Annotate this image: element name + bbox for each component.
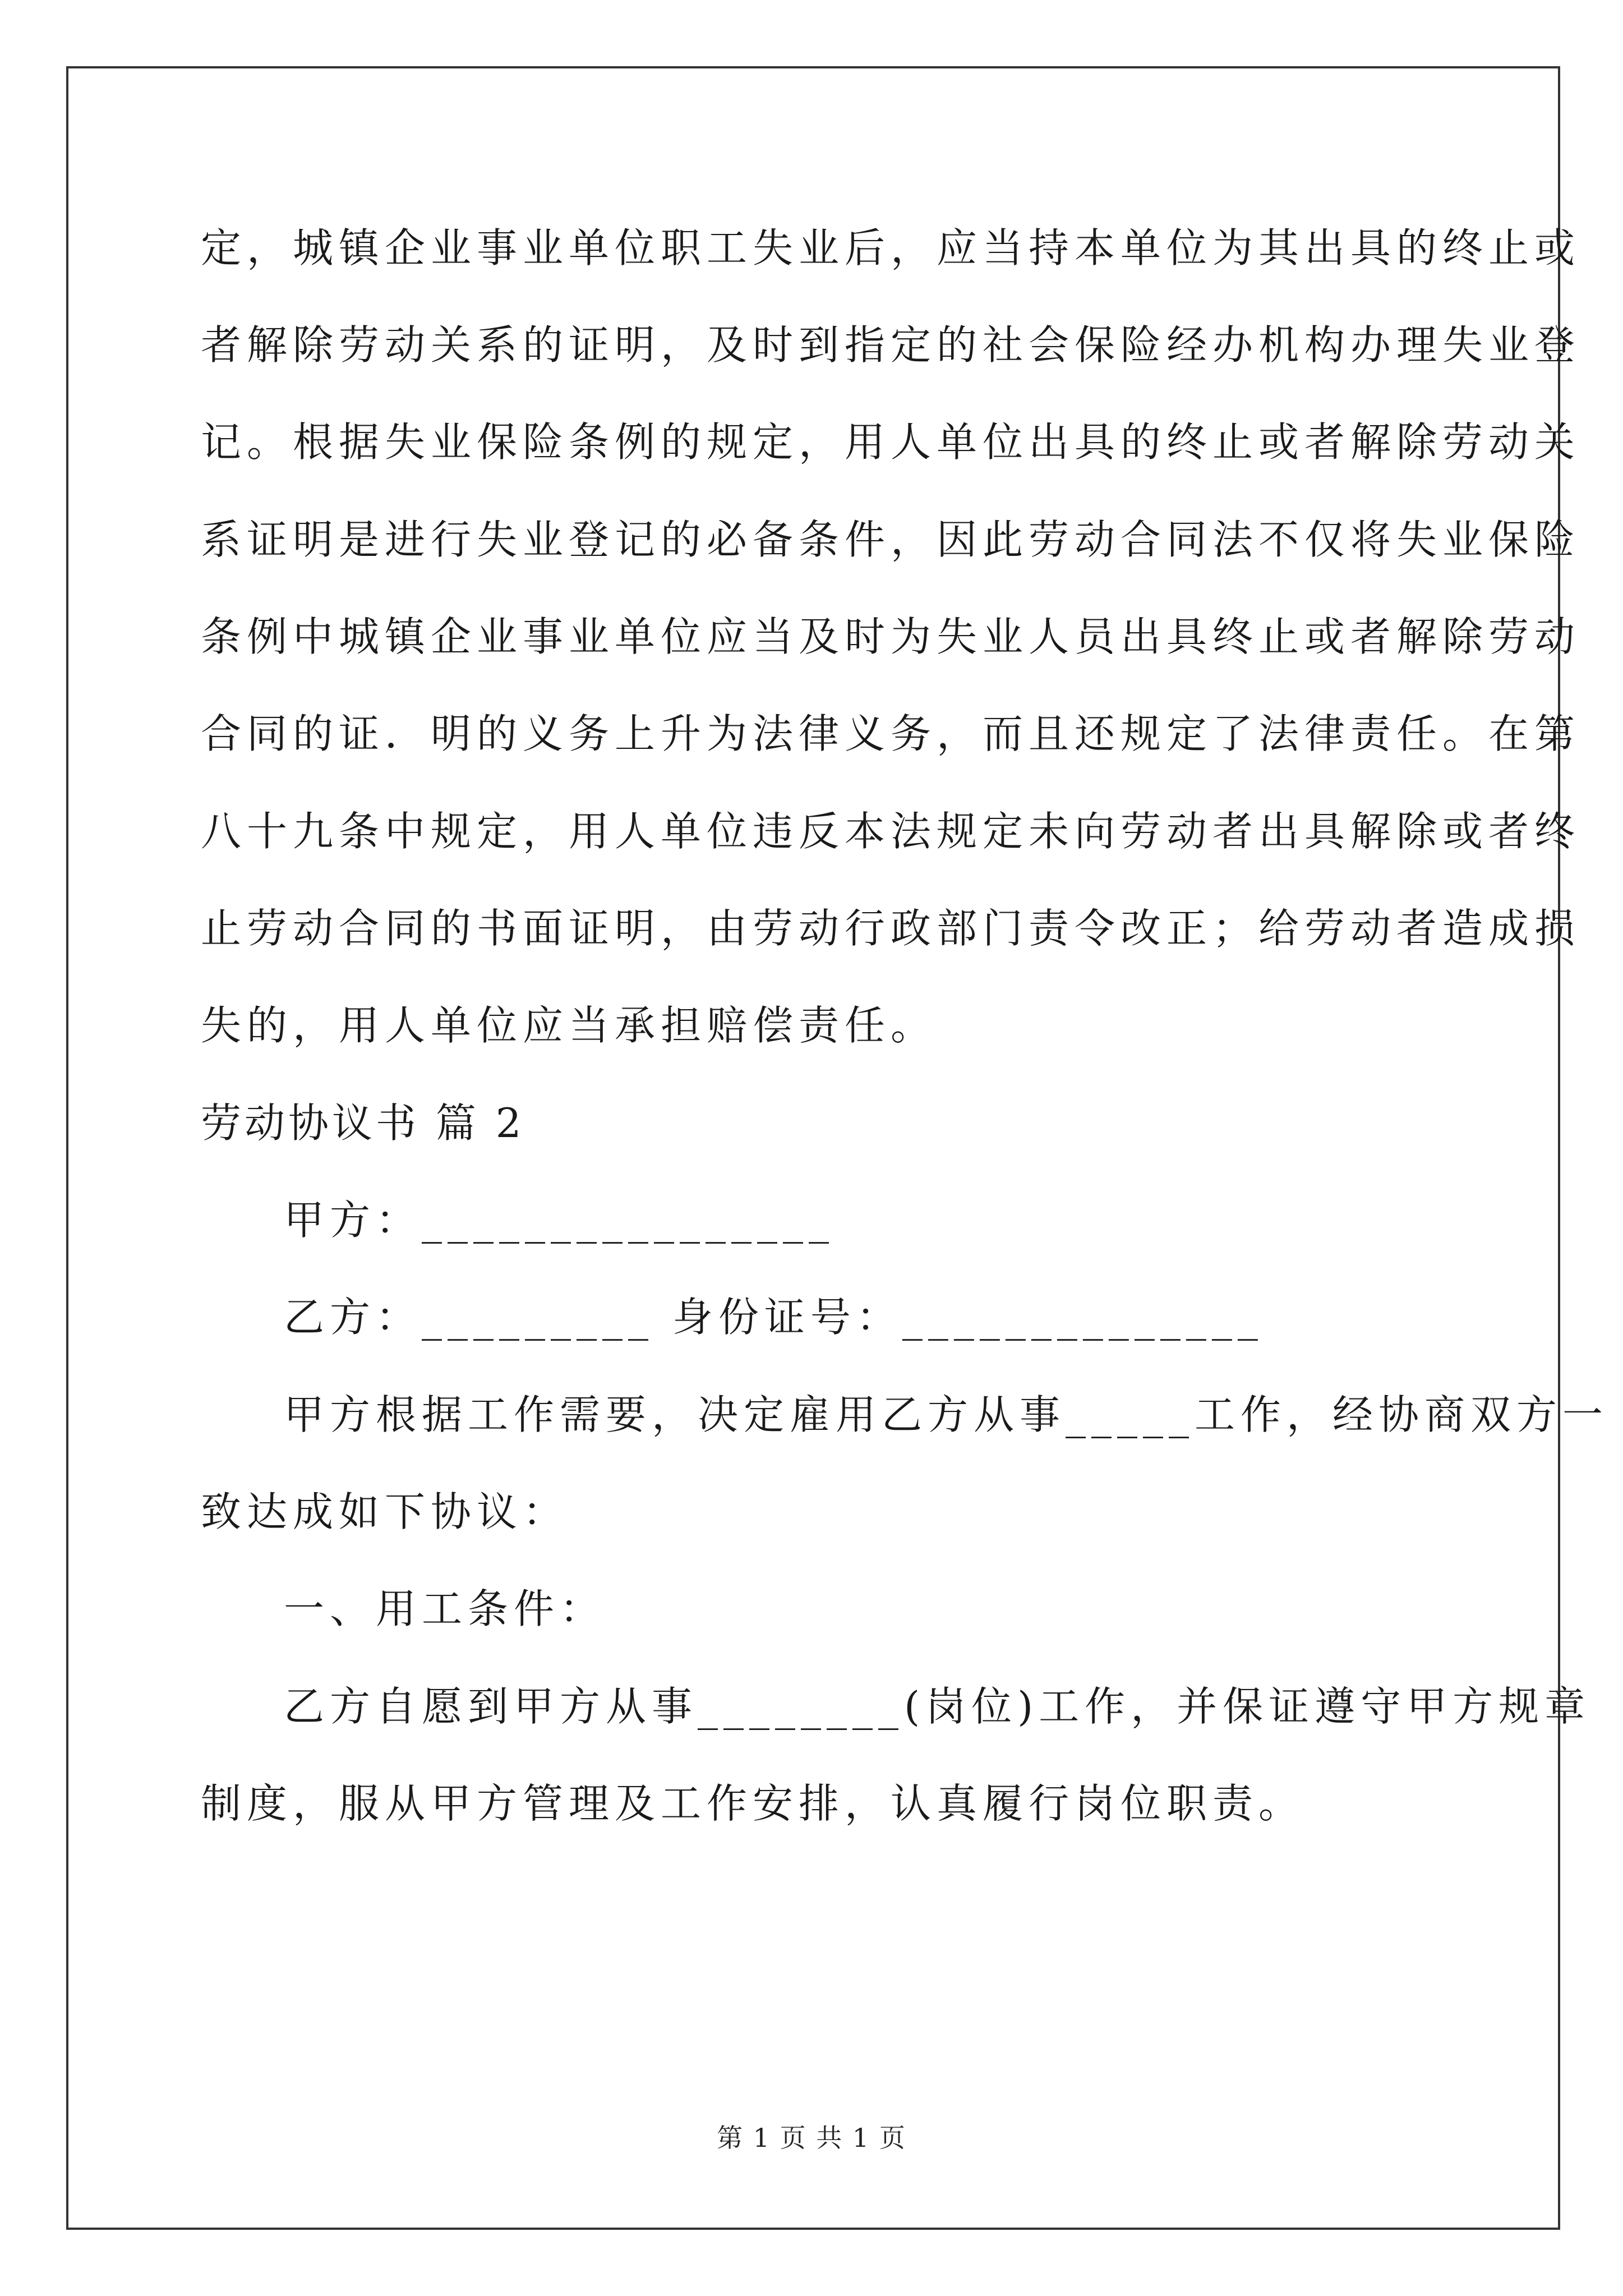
paragraph-line: 止劳动合同的书面证明，由劳动行政部门责令改正；给劳动者造成损 bbox=[201, 905, 1581, 952]
party-a-field: 甲方：________________ bbox=[284, 1197, 835, 1244]
clause-line: 乙方自愿到甲方从事________(岗位)工作，并保证遵守甲方规章 bbox=[284, 1683, 1591, 1730]
paragraph-line: 合同的证．明的义务上升为法律义务，而且还规定了法律责任。在第 bbox=[201, 710, 1581, 757]
paragraph-line: 者解除劳动关系的证明，及时到指定的社会保险经办机构办理失业登 bbox=[201, 321, 1581, 369]
paragraph-line: 记。根据失业保险条例的规定，用人单位出具的终止或者解除劳动关 bbox=[201, 418, 1581, 466]
intro-line: 致达成如下协议： bbox=[201, 1488, 569, 1535]
paragraph-line: 八十九条中规定，用人单位违反本法规定未向劳动者出具解除或者终 bbox=[201, 808, 1581, 855]
section-heading: 劳动协议书 篇 2 bbox=[201, 1099, 525, 1147]
intro-line: 甲方根据工作需要，决定雇用乙方从事_____工作，经协商双方一 bbox=[284, 1391, 1609, 1438]
paragraph-line: 条例中城镇企业事业单位应当及时为失业人员出具终止或者解除劳动 bbox=[201, 613, 1581, 660]
clause-line: 制度，服从甲方管理及工作安排，认真履行岗位职责。 bbox=[201, 1780, 1305, 1827]
paragraph-line: 定，城镇企业事业单位职工失业后，应当持本单位为其出具的终止或 bbox=[201, 224, 1581, 272]
paragraph-line: 失的，用人单位应当承担赔偿责任。 bbox=[201, 1002, 937, 1049]
clause-title: 一、用工条件： bbox=[284, 1585, 606, 1632]
party-b-field: 乙方：_________ 身份证号：______________ bbox=[284, 1294, 1264, 1341]
page-footer: 第 1 页 共 1 页 bbox=[717, 2123, 906, 2153]
paragraph-line: 系证明是进行失业登记的必备条件，因此劳动合同法不仅将失业保险 bbox=[201, 516, 1581, 563]
